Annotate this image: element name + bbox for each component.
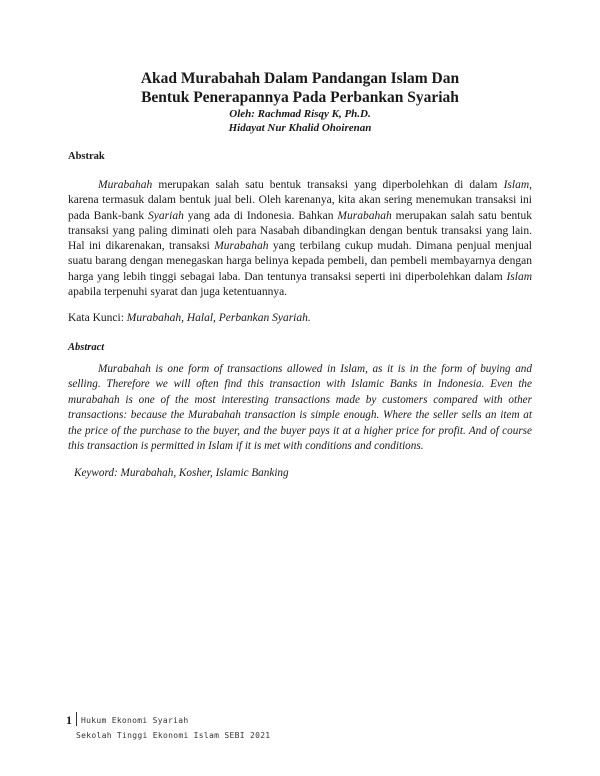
text-run: , karena termasuk dalam bentuk jual beli. Oleh karenanya, kita akan sering menemukan transaksi ini pada Bank-bank [68,179,532,222]
kata-kunci [68,312,311,324]
abstrak-body [68,179,532,298]
paper-title-line-1: Akad Murabahah Dalam Pandangan Islam Dan [140,70,460,87]
author-line-2: Hidayat Nur Khalid Ohoirenan [228,122,372,134]
italic-term: Murabahah [98,179,153,191]
abstract-paragraph [68,362,532,454]
text-run: merupakan salah satu bentuk transaksi yang paling diminati oleh para Nasabah dibandingkan dengan bentuk transaksi yang lain. Hal ini dikarenakan, transaksi [68,209,532,253]
italic-term: Islam [506,270,532,283]
abstract-keywords: Keyword: Murabahah, Kosher, Islamic Banking [74,467,289,479]
footer-journal: Hukum Ekonomi Syariah [81,716,189,725]
kata-kunci-label: Kata Kunci: [68,312,127,324]
italic-term: Syariah [148,209,184,222]
abstract-body: Murabahah is one form of transactions allowed in Islam, as it is in the form of buying and selling. Therefore we will often find this transaction with Islamic Banks in Indonesia. Even the murabahah is one of the most interesting transactions made by customers compared with other transactions: because the Murabahah transaction is simple enough. Where the seller sells an item at the price of the purchase to the buyer, and the buyer pays it at a higher price for profit. And of course this transaction is permitted in Islam if it is met with conditions and conditions. [68,363,532,453]
abstract-heading: Abstract [68,342,105,353]
footer-institution: Sekolah Tinggi Ekonomi Islam SEBI 2021 [76,731,271,740]
italic-term: Murabahah [337,209,392,222]
kata-kunci-values: Murabahah, Halal, Perbankan Syariah. [126,312,311,324]
paper-title-line-2: Bentuk Penerapannya Pada Perbankan Syariah [141,89,459,106]
text-run: apabila terpenuhi syarat dan juga ketentuannya. [68,286,288,299]
page-number: 1 [66,713,72,727]
author-line-1: Oleh: Rachmad Risqy K, Ph.D. [229,108,371,120]
text-run: merupakan salah satu bentuk transaksi yang diperbolehkan di dalam [152,179,504,191]
italic-term: Murabahah [214,240,269,253]
footer-divider [76,712,77,726]
text-run: yang terbilang cukup mudah. Dimana penjual menjual suatu barang dengan menegaskan harga belinya kepada pembeli, dan pembeli membayarnya dengan harga yang lebih tinggi sebagai laba. Dan tentunya transaksi seperti ini diperbolehkan dalam [68,240,532,283]
italic-term: Islam [503,179,530,191]
abstrak-heading: Abstrak [68,151,105,162]
text-run: yang ada di Indonesia. Bahkan [183,209,338,222]
abstrak-paragraph [68,178,532,300]
